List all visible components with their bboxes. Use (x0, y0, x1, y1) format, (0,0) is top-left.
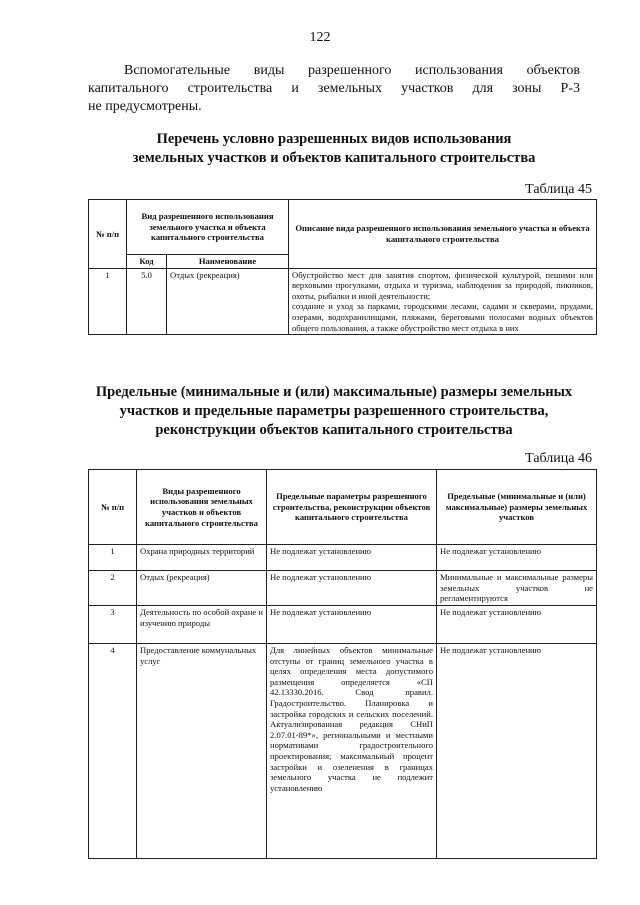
t46-header-sizes: Предельные (минимальные и (или) максимальные) размеры земельных участков (437, 470, 597, 545)
t46-row4-kind: Предоставление коммунальных услуг (137, 644, 267, 859)
t46-row4-params: Для линейных объектов минимальные отступы от границ земельного участка в целях определения места допустимого размещения определяется «СП 42.13330.2016. Свод правил. Градостроительство. Планировка и застройка городских и сельских поселений. Актуализированная редакция СНиП 2.07.01-89*», региональными и местными нормативами градостроительного проектирования; максимальный процент застройки и озеленения в границах земельного участка не подлежит установлению (267, 644, 437, 859)
table46-caption: Таблица 46 (525, 451, 592, 466)
t46-row3-sizes: Не подлежат установлению (437, 606, 597, 644)
t45-row1-desc (289, 268, 597, 335)
t45-row1-num: 1 (89, 268, 127, 335)
t45-header-desc: Описание вида разрешенного использования земельного участка и объекта капитального строительства (289, 200, 597, 269)
t45-row1-name: Отдых (рекреация) (167, 268, 289, 335)
t46-row1-kind: Охрана природных территорий (137, 545, 267, 571)
t46-row2-params: Не подлежат установлению (267, 571, 437, 606)
heading-limits (88, 383, 580, 440)
t45-header-code: Код (127, 255, 167, 269)
heading2-line-3: реконструкции объектов капитального строительства (155, 422, 513, 438)
t46-row2-sizes: Минимальные и максимальные размеры земельных участков не регламентируются (437, 571, 597, 606)
t46-row1-num: 1 (89, 545, 137, 571)
intro-line-2: капитального строительства и земельных участков для зоны Р-3 (88, 81, 580, 96)
t46-row3-num: 3 (89, 606, 137, 644)
t46-header-params: Предельные параметры разрешенного строительства, реконструкции объектов капитального строительства (267, 470, 437, 545)
t45-row1-code: 5.0 (127, 268, 167, 335)
t46-row3-kind: Деятельность по особой охране и изучению природы (137, 606, 267, 644)
t46-row1-params: Не подлежат установлению (267, 545, 437, 571)
t46-header-kind: Виды разрешенного использования земельных участков и объектов капитального строительства (137, 470, 267, 545)
intro-line-3: не предусмотрены. (88, 99, 202, 114)
table-row (89, 545, 597, 571)
t46-row2-kind: Отдых (рекреация) (137, 571, 267, 606)
t46-row2-num: 2 (89, 571, 137, 606)
heading2-line-2: участков и предельные параметры разрешенного строительства, (119, 403, 549, 419)
table-row (89, 268, 597, 335)
t45-header-name: Наименование (167, 255, 289, 269)
t46-row4-sizes: Не подлежат установлению (437, 644, 597, 859)
table-row (89, 571, 597, 606)
intro-line-1: Вспомогательные виды разрешенного использования объектов (124, 63, 580, 78)
t45-row1-desc-part1: Обустройство мест для занятия спортом, физической культурой, пешими или верховыми прогулками, отдыха и туризма, наблюдения за природой, пикников, охоты, рыбалки и иной деятельности; (292, 269, 593, 301)
t45-row1-desc-part2: создание и уход за парками, городскими лесами, садами и скверами, прудами, озерами, водохранилищами, пляжами, береговыми полосами водных объектов общего пользования, а также обустройство мест отдыха в них (292, 301, 593, 333)
table-row (89, 606, 597, 644)
table-row (89, 644, 597, 859)
heading1-line-1: Перечень условно разрешенных видов использования (156, 131, 512, 147)
table-45 (88, 199, 597, 335)
t45-header-group: Вид разрешенного использования земельного участка и объекта капитального строительства (127, 200, 289, 255)
table45-caption: Таблица 45 (525, 182, 592, 197)
table-46 (88, 469, 597, 859)
t46-row1-sizes: Не подлежат установлению (437, 545, 597, 571)
intro-paragraph (88, 62, 580, 116)
heading-conditional-uses (88, 130, 580, 168)
t46-row4-num: 4 (89, 644, 137, 859)
heading2-line-1: Предельные (минимальные и (или) максимальные) размеры земельных (95, 384, 573, 400)
heading1-line-2: земельных участков и объектов капитального строительства (132, 150, 536, 166)
t46-header-num: № п/п (89, 470, 137, 545)
t45-header-num: № п/п (89, 200, 127, 269)
page-number: 122 (309, 30, 331, 45)
t46-row3-params: Не подлежат установлению (267, 606, 437, 644)
